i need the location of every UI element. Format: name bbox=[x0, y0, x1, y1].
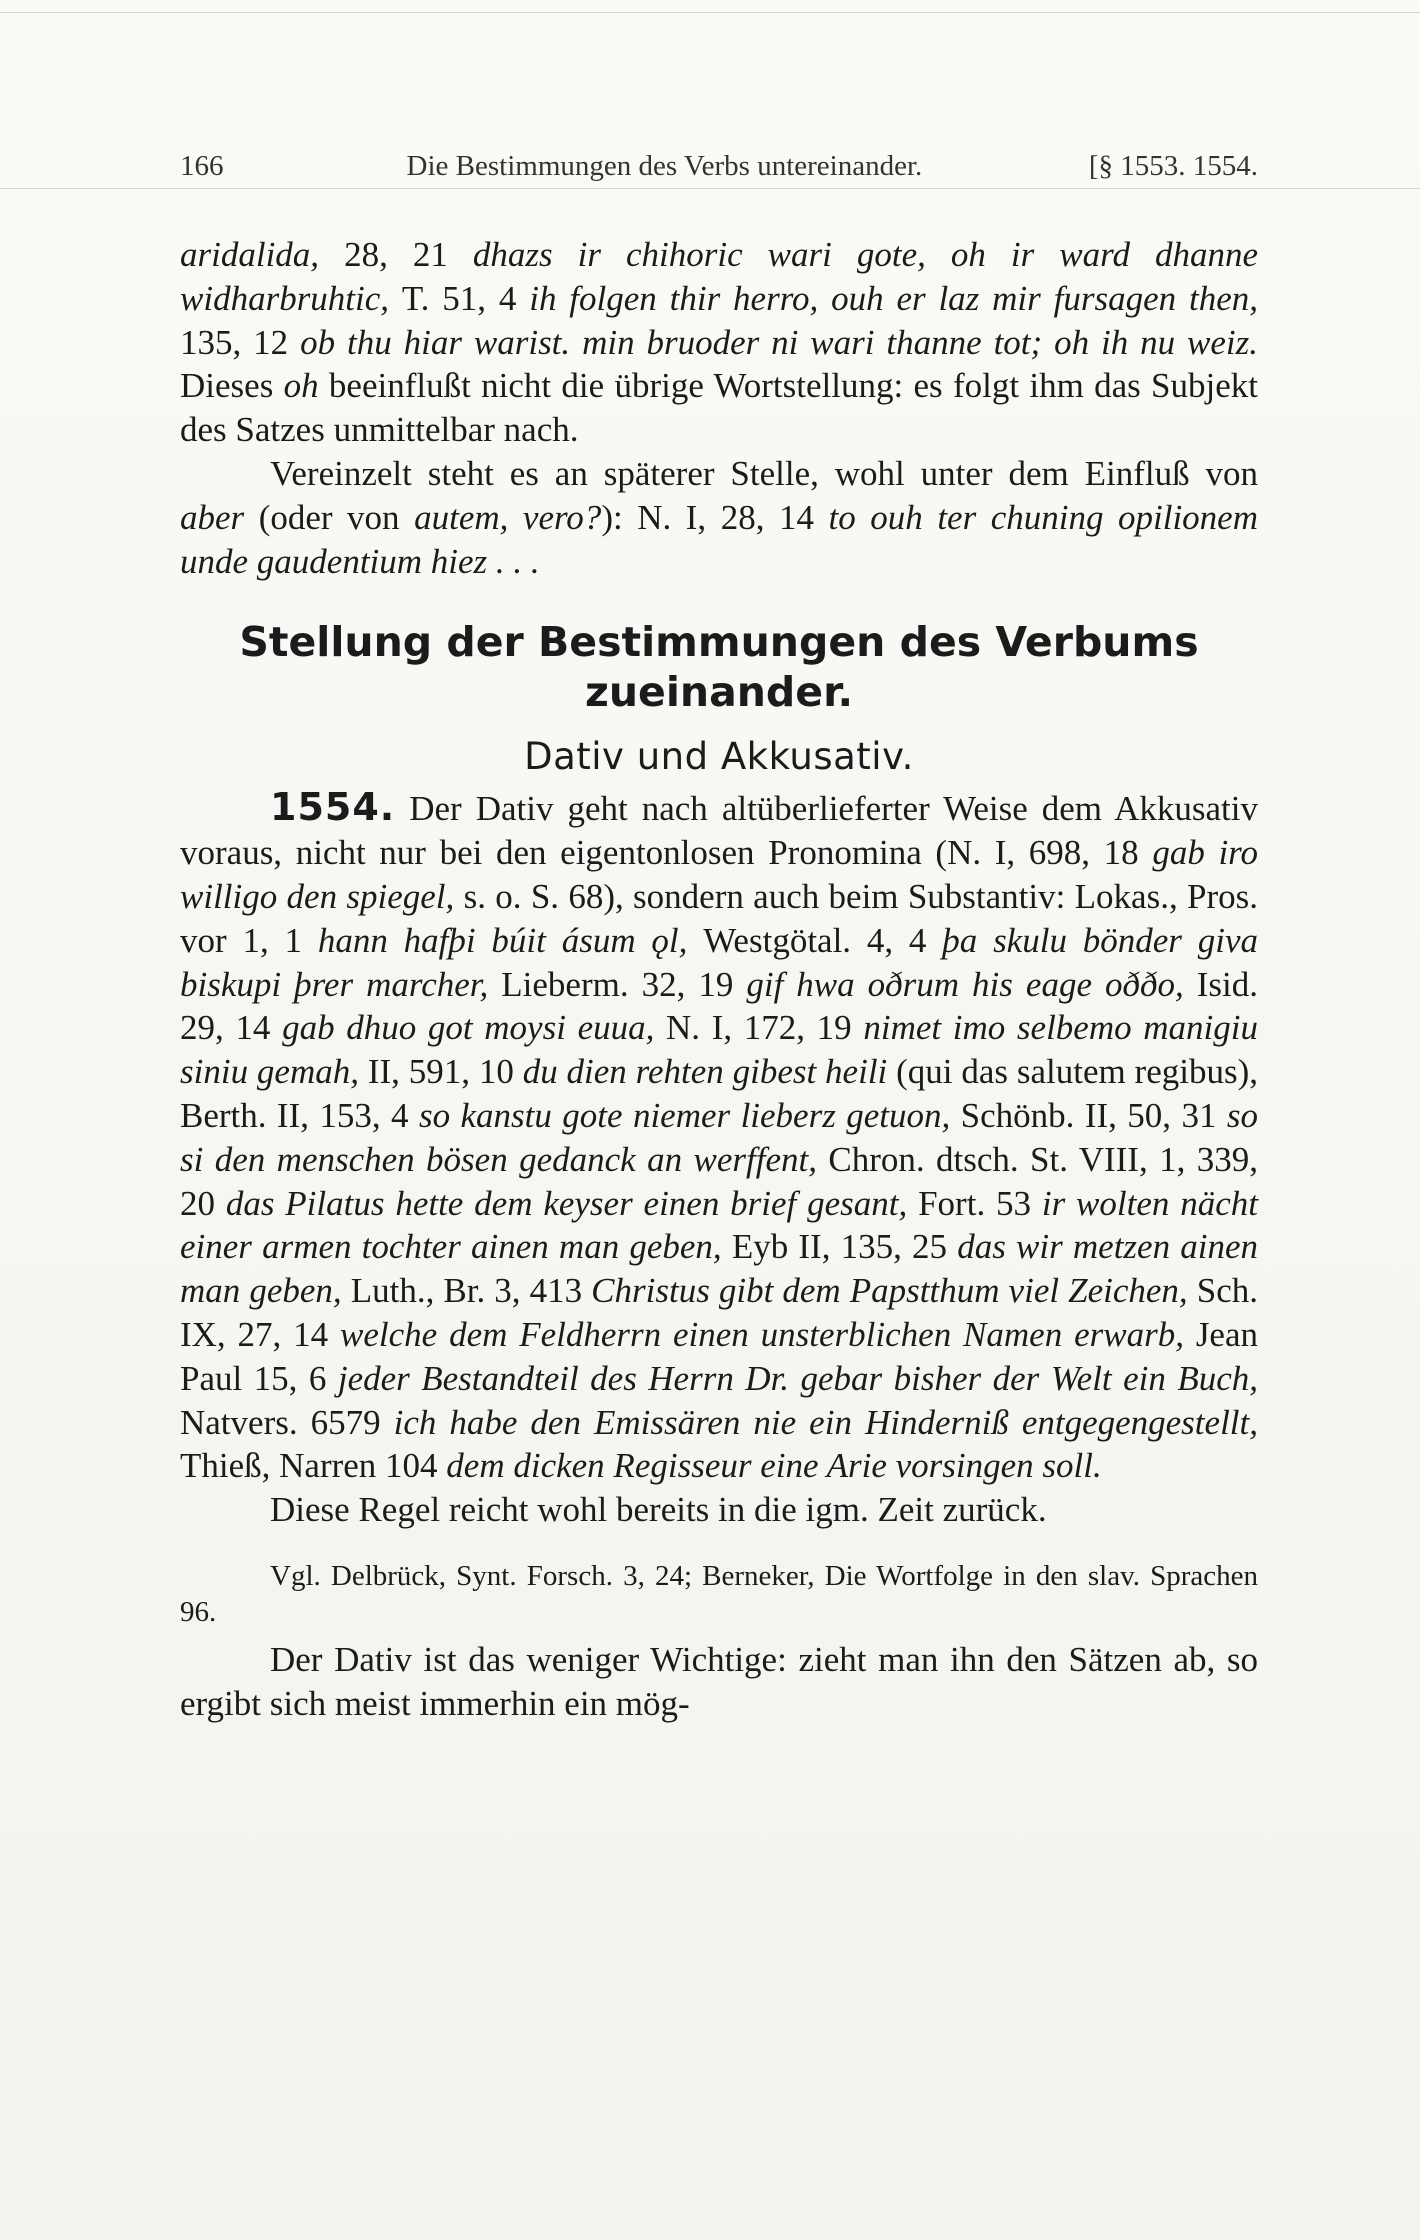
running-head bbox=[180, 150, 1258, 183]
italic-citation: nimet imo selbemo manigiu siniu gemah, bbox=[180, 1008, 1258, 1092]
text-run: (qui das salutem regibus), Berth. II, 153, 4 bbox=[180, 1052, 1258, 1135]
italic-citation: dem dicken Regisseur eine Arie vorsingen soll. bbox=[446, 1446, 1102, 1486]
italic-citation: du dien rehten gibest heili bbox=[522, 1052, 897, 1092]
text-run: Chron. dtsch. St. VIII, 1, 339, 20 bbox=[180, 1139, 1258, 1223]
preceding-text bbox=[180, 233, 1258, 583]
italic-citation: das Pilatus hette dem keyser einen brief gesant, bbox=[225, 1183, 919, 1223]
page-number: 166 bbox=[180, 150, 224, 182]
italic-citation: so kanstu gote niemer lieberz getuon, bbox=[418, 1095, 961, 1135]
text-run: s. o. S. 68), sondern auch beim Substantiv: Lokas., Pros. vor 1, 1 bbox=[180, 876, 1258, 960]
heading-line-2: zueinander. bbox=[584, 668, 854, 717]
text-run: Vereinzelt steht es an späterer Stelle, wohl unter dem Einfluß von bbox=[270, 453, 1258, 493]
text-run: Westgötal. 4, 4 bbox=[703, 920, 943, 960]
italic-citation: ih folgen thir herro, ouh er laz mir fursagen then, bbox=[529, 278, 1258, 318]
italic-citation: gab dhuo got moysi euua, bbox=[282, 1008, 667, 1048]
text-run: Lieberm. 32, 19 bbox=[501, 964, 747, 1004]
text-run: Natvers. 6579 bbox=[180, 1402, 394, 1442]
heading-line-1: Stellung der Bestimmungen des Verbums bbox=[239, 618, 1199, 667]
section-heading bbox=[180, 617, 1258, 717]
italic-citation: ob thu hiar warist. min bruoder ni wari thanne tot; oh ih nu weiz. bbox=[300, 322, 1259, 362]
text-run: Schönb. II, 50, 31 bbox=[960, 1095, 1227, 1135]
running-head-title: Die Bestimmungen des Verbs untereinander. bbox=[406, 150, 923, 182]
text-run: (oder von bbox=[258, 497, 415, 537]
text-run: Luth., Br. 3, 413 bbox=[350, 1271, 592, 1311]
italic-citation: autem, vero? bbox=[414, 497, 602, 537]
italic-citation: aber bbox=[180, 497, 259, 537]
footnote-paragraph bbox=[180, 1558, 1258, 1630]
text-run: Vgl. Delbrück, Synt. Forsch. 3, 24; Berneker, Die Wortfolge in den slav. Sprachen 96. bbox=[180, 1559, 1258, 1628]
text-run: Jean Paul 15, 6 bbox=[180, 1314, 1259, 1398]
italic-citation: aridalida, bbox=[180, 235, 345, 274]
text-paragraph bbox=[180, 452, 1258, 583]
text-run: T. 51, 4 bbox=[401, 278, 530, 318]
section-1554-paragraph bbox=[180, 786, 1258, 1488]
text-run: Thieß, Narren 104 bbox=[180, 1446, 447, 1486]
text-run: II, 591, 10 bbox=[367, 1052, 523, 1092]
text-paragraph bbox=[180, 1488, 1258, 1532]
text-run: Dieses bbox=[180, 366, 284, 406]
book-page bbox=[180, 150, 1258, 1726]
page-edge-line bbox=[0, 12, 1420, 13]
italic-citation: ir wolten nächt einer armen tochter ainen man geben, bbox=[180, 1183, 1258, 1267]
italic-citation: oh bbox=[283, 366, 329, 406]
italic-citation: Christus gibt dem Papstthum viel Zeichen, bbox=[591, 1271, 1197, 1311]
paragraph-number: 1554. bbox=[270, 785, 396, 830]
italic-citation: þa skulu bönder giva biskupi þrer marcher, bbox=[180, 920, 1258, 1004]
text-run: Diese Regel reicht wohl bereits in die igm. Zeit zurück. bbox=[270, 1490, 1047, 1530]
text-run: 135, 12 bbox=[180, 322, 301, 362]
italic-citation: so si den menschen bösen gedanck an werffent, bbox=[180, 1095, 1258, 1179]
text-run: Der Dativ ist das weniger Wichtige: zieht man ihn den Sätzen ab, so ergibt sich meist immerhin ein mög- bbox=[180, 1639, 1258, 1723]
italic-citation: hann hafþi búit ásum ǫl, bbox=[317, 920, 704, 960]
italic-citation: jeder Bestandteil des Herrn Dr. gebar bisher der Welt ein Buch, bbox=[337, 1358, 1258, 1398]
text-run: Isid. 29, 14 bbox=[180, 964, 1258, 1048]
italic-citation: to ouh ter chuning opilionem unde gaudentium hiez . . . bbox=[180, 497, 1258, 581]
text-run: Eyb II, 135, 25 bbox=[731, 1227, 958, 1267]
text-run: ): N. I, 28, 14 bbox=[601, 497, 829, 537]
text-run: 28, 21 bbox=[344, 235, 473, 274]
text-run: Fort. 53 bbox=[918, 1183, 1042, 1223]
italic-citation: das wir metzen ainen man geben, bbox=[180, 1227, 1258, 1311]
subheading: Dativ und Akkusativ. bbox=[524, 735, 914, 779]
following-text bbox=[180, 1488, 1258, 1725]
italic-citation: dhazs ir chihoric wari gote, oh ir ward dhanne widharbruhtic, bbox=[180, 235, 1259, 318]
italic-citation: ich habe den Emissären nie ein Hinderniß entgegengestellt, bbox=[393, 1402, 1258, 1442]
text-run: N. I, 172, 19 bbox=[666, 1008, 864, 1048]
text-run: Sch. IX, 27, 14 bbox=[180, 1271, 1258, 1354]
text-paragraph bbox=[180, 233, 1258, 452]
italic-citation: gif hwa oðrum his eage oððo, bbox=[746, 964, 1197, 1004]
text-paragraph bbox=[180, 1638, 1258, 1726]
text-run: beeinflußt nicht die übrige Wortstellung: es folgt ihm das Subjekt des Satzes unmittelbar nach. bbox=[180, 366, 1259, 450]
italic-citation: welche dem Feldherrn einen unsterblichen Namen erwarb, bbox=[340, 1314, 1196, 1354]
section-reference: [§ 1553. 1554. bbox=[1088, 150, 1258, 182]
italic-citation: gab iro willigo den spiegel, bbox=[180, 833, 1258, 916]
text-run: Der Dativ geht nach altüberlieferter Weise dem Akkusativ voraus, nicht nur bei den eigentonlosen Pronomina (N. I, 698, 18 bbox=[180, 789, 1258, 873]
